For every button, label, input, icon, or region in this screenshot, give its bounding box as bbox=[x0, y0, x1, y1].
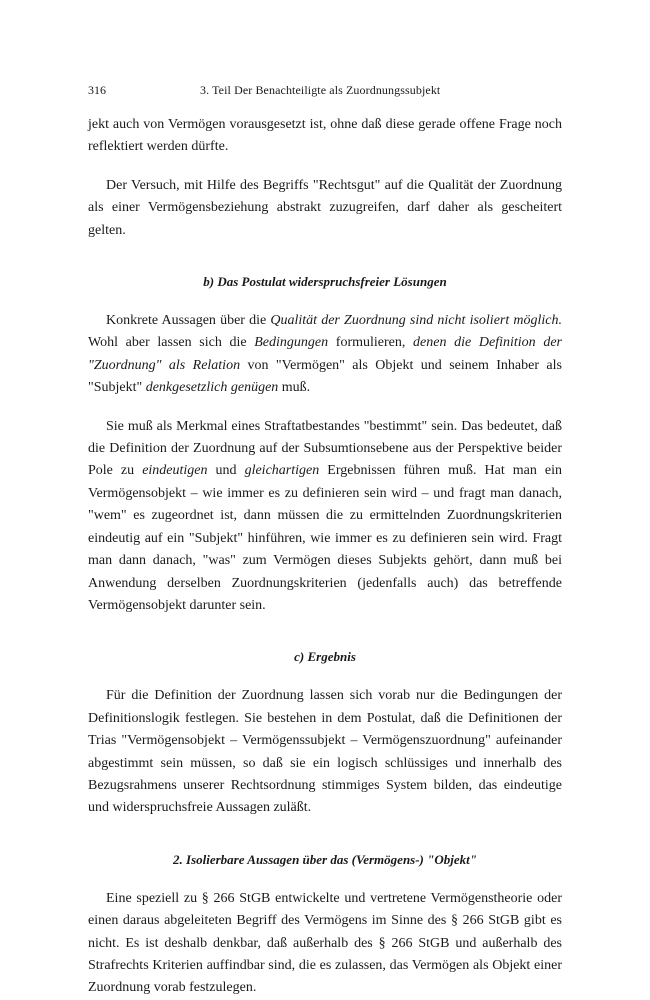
running-head bbox=[88, 80, 562, 100]
text-run: Eine speziell zu § 266 StGB entwickelte und vertretene Vermögenstheorie oder einen daraus abgeleiteten Begriff des Vermögens im Sinne des § 266 StGB gibt es nicht. Es ist deshalb denkbar, daß außerhalb des § 266 StGB und außerhalb des Strafrechts Kriterien auffindbar sind, die es zulassen, das Vermögen als Objekt einer Zuordnung vorab festzulegen. bbox=[88, 890, 562, 996]
section-heading-ergebnis: c) Ergebnis bbox=[294, 649, 356, 665]
text-run: Der Versuch, mit Hilfe des Begriffs "Rechtsgut" auf die Qualität der Zuordnung als einer Vermögensbeziehung abstrakt zuzugreifen, darf daher als gescheitert gelten. bbox=[88, 177, 562, 238]
text-run: muß. bbox=[278, 380, 311, 396]
page-number: 316 bbox=[88, 83, 106, 97]
section-heading-postulat: b) Das Postulat widerspruchsfreier Lösungen bbox=[203, 274, 447, 290]
text-run: Wohl aber lassen sich die bbox=[88, 335, 255, 351]
paragraph-rechtsgut bbox=[88, 175, 562, 242]
text-run: Ergebnissen führen muß. Hat man ein Vermögensobjekt – wie immer es zu definieren sein wird – und fragt man danach, "wem" es zugeordnet ist, dann müssen die zu ermittelnden Zuordnungskriterien eindeutig auf ein "Subjekt" hinführen, wie immer es zu definieren sein wird. Fragt man dann danach, "was" zum Vermögen dieses Subjekts gehört, dann muß bei Anwendung derselben Zuordnungskriterien (jedenfalls auch) das betreffende Vermögensobjekt darunter sein. bbox=[88, 463, 562, 613]
paragraph-vermoegenstheorie bbox=[88, 888, 562, 1000]
running-title: 3. Teil Der Benachteiligte als Zuordnungssubjekt bbox=[200, 83, 441, 97]
section-heading-isolierbare: 2. Isolierbare Aussagen über das (Vermögens-) "Objekt" bbox=[173, 851, 477, 867]
text-run: jekt auch von Vermögen vorausgesetzt ist, ohne daß diese gerade offene Frage noch reflektiert werden dürfte. bbox=[88, 117, 562, 155]
emphasized-text: Qualität der Zuordnung sind nicht isoliert möglich. bbox=[270, 313, 563, 329]
emphasized-text: denen die Definition der "Zuordnung" als Relation bbox=[88, 335, 562, 373]
text-run: von "Vermögen" als Objekt und seinem Inhaber als "Subjekt" bbox=[88, 357, 562, 396]
paragraph-merkmal bbox=[88, 416, 562, 618]
text-run: formulieren, bbox=[328, 335, 414, 351]
text-run: Sie muß als Merkmal eines Straftatbestandes "bestimmt" sein. Das bedeutet, daß die Definition der Zuordnung auf der Subsumtionsebene aus der Perspektive beider Pole zu bbox=[88, 418, 562, 479]
paragraph-konkrete-aussagen bbox=[88, 310, 562, 400]
book-page bbox=[88, 80, 562, 1000]
emphasized-text: denkgesetzlich genügen bbox=[145, 380, 279, 396]
paragraph-definition bbox=[88, 685, 562, 819]
text-run: Konkrete Aussagen über die bbox=[106, 313, 271, 329]
emphasized-text: gleichartigen bbox=[244, 463, 320, 479]
paragraph-continued bbox=[88, 114, 562, 159]
text-run: und bbox=[207, 463, 245, 479]
emphasized-text: Bedingungen bbox=[254, 335, 329, 351]
emphasized-text: eindeutigen bbox=[142, 463, 208, 479]
text-run: Für die Definition der Zuordnung lassen sich vorab nur die Bedingungen der Definitionslogik festlegen. Sie bestehen in dem Postulat, daß die Definitionen der Trias "Vermögensobjekt – Vermögenssubjekt – Vermögenszuordnung" aufeinander abgestimmt sein müssen, so daß sie ein logisch schlüssiges und innerhalb des Bezugsrahmens unserer Rechtsordnung stimmiges System bilden, das eindeutige und widerspruchsfreie Aussagen zuläßt. bbox=[88, 688, 562, 816]
